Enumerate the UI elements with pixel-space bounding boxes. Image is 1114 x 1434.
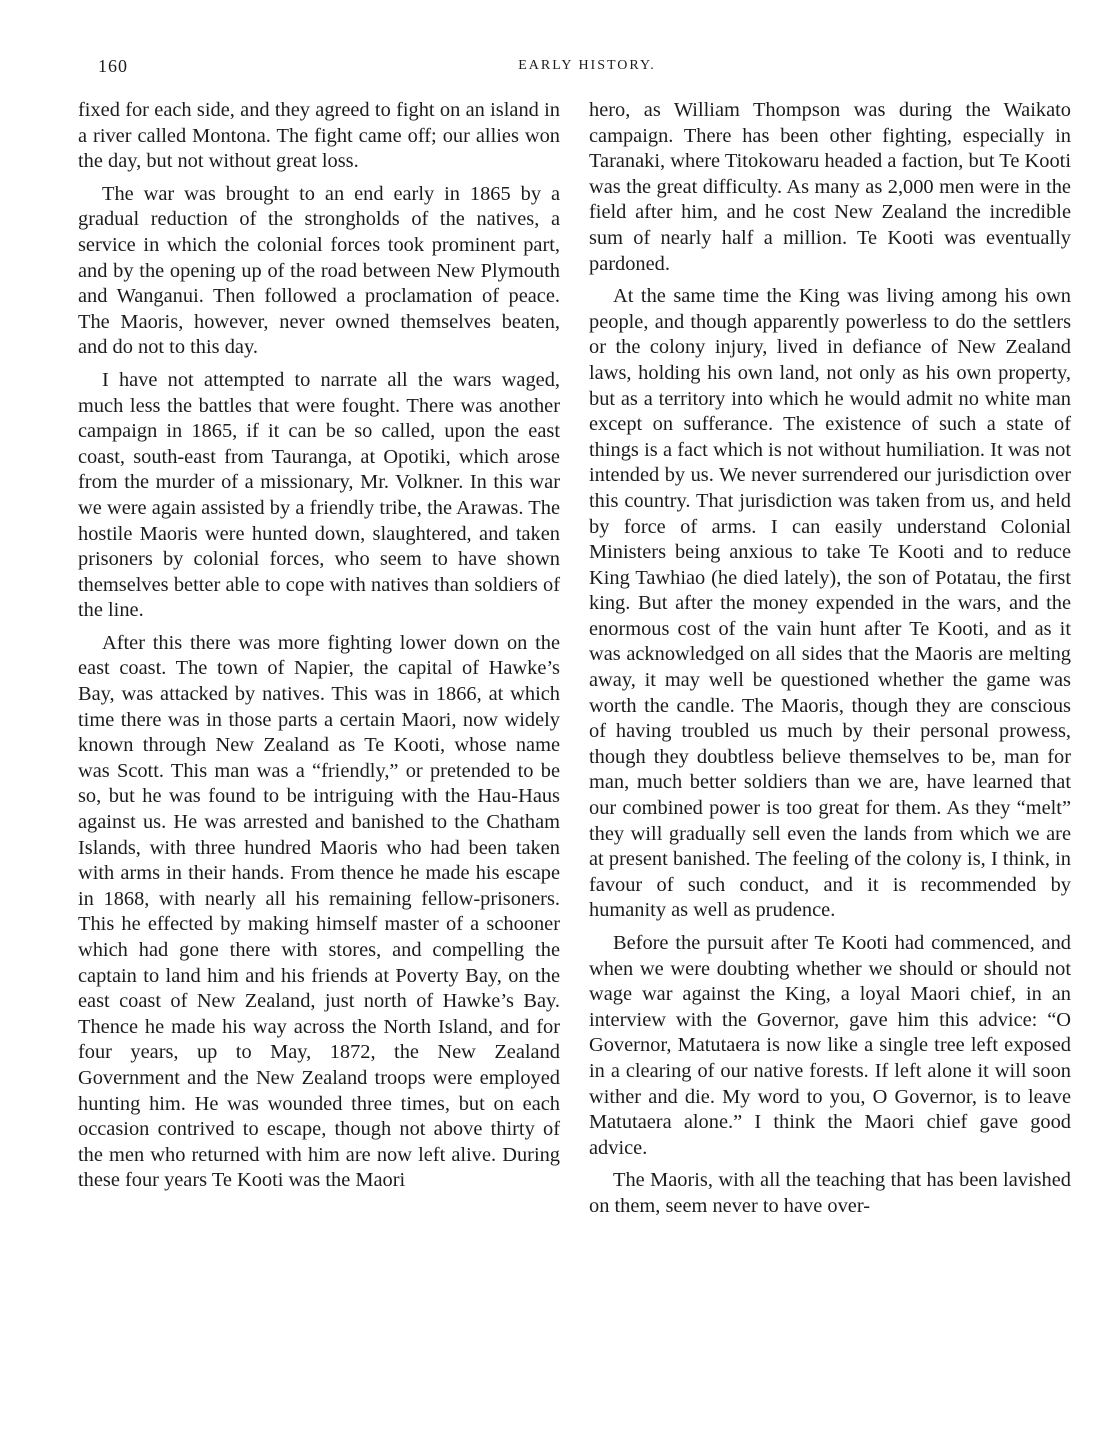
paragraph: After this there was more fighting lower down on the east coast. The town of Napier, the capital of Hawke’s Bay, was attacked by natives. This was in 1866, at which time there was in those parts a certain Maori, now widely known through New Zealand as Te Kooti, whose name was Scott. This man was a “friendly,” or pretended to be so, but he was found to be intriguing with the Hau-Haus against us. He was arrested and banished to the Chatham Islands, with three hundred Maoris who had been taken with arms in their hands. From thence he made his escape in 1868, with nearly all his remaining fellow-prisoners. This he effected by making himself master of a schooner which had gone there with stores, and compelling the captain to land him and his friends at Poverty Bay, on the east coast of New Zealand, just north of Hawke’s Bay. Thence he made his way across the North Island, and for four years, up to May, 1872, the New Zealand Government and the New Zealand troops were employed hunting him. He was wounded three times, but on each occasion contrived to escape, though not above thirty of the men who returned with him are now left alive. During these four years Te Kooti was the Maori <box>78 631 560 1192</box>
paragraph: I have not attempted to narrate all the wars waged, much less the battles that were fought. There was another campaign in 1865, if it can be so called, upon the east coast, south-east from Tauranga, at Opotiki, which arose from the murder of a missionary, Mr. Volkner. In this war we were again assisted by a friendly tribe, the Arawas. The hostile Maoris were hunted down, slaughtered, and taken prisoners by colonial forces, who seem to have shown themselves better able to cope with natives than soldiers of the line. <box>78 368 560 622</box>
left-column <box>78 98 560 1201</box>
paragraph: fixed for each side, and they agreed to fight on an island in a river called Montona. The fight came off; our allies won the day, but not without great loss. <box>78 99 560 173</box>
right-column <box>589 98 1071 1227</box>
paragraph: The war was brought to an end early in 1865 by a gradual reduction of the strongholds of the natives, a service in which the colonial forces took prominent part, and by the opening up of the road between New Plymouth and Wanganui. Then followed a proclamation of peace. The Maoris, however, never owned themselves beaten, and do not to this day. <box>78 182 560 359</box>
running-title: EARLY HISTORY. <box>518 58 656 73</box>
paragraph: hero, as William Thompson was during the Waikato campaign. There has been other fighting, especially in Taranaki, where Titokowaru headed a faction, but Te Kooti was the great difficulty. As many as 2,000 men were in the field after him, and he cost New Zealand the incredible sum of nearly half a million. Te Kooti was eventually pardoned. <box>589 99 1071 275</box>
paragraph: Before the pursuit after Te Kooti had commenced, and when we were doubting whether we should or should not wage war against the King, a loyal Maori chief, in an interview with the Governor, gave him this advice: “O Governor, Matutaera is now like a single tree left exposed in a clearing of our native forests. If left alone it will soon wither and die. My word to you, O Governor, is to leave Matutaera alone.” I think the Maori chief gave good advice. <box>589 932 1071 1159</box>
paragraph: At the same time the King was living among his own people, and though apparently powerless to do the settlers or the colony injury, lived in defiance of New Zealand laws, holding his own land, not only as his own property, but as a territory into which he would admit no white man except on sufferance. The existence of such a state of things is a fact which is not without humiliation. It was not intended by us. We never surrendered our jurisdiction over this country. That jurisdiction was taken from us, and held by force of arms. I can easily understand Colonial Ministers being anxious to take Te Kooti and to reduce King Tawhiao (he died lately), the son of Potatau, the first king. But after the money expended in the wars, and the enormous cost of the vain hunt after Te Kooti, and as it was acknowledged on all sides that the Maoris are melting away, it may well be questioned whether the game was worth the candle. The Maoris, though they are conscious of having troubled us much by their personal prowess, though they doubtless believe themselves to be, man for man, much better soldiers than we are, have learned that our combined power is too great for them. As they “melt” they will gradually sell even the lands from which we are at present banished. The feeling of the colony is, I think, in favour of such conduct, and it is recommended by humanity as well as prudence. <box>589 285 1071 922</box>
paragraph: The Maoris, with all the teaching that has been lavished on them, seem never to have over- <box>589 1169 1071 1217</box>
page-header <box>98 56 1076 80</box>
page-number: 160 <box>98 56 128 76</box>
